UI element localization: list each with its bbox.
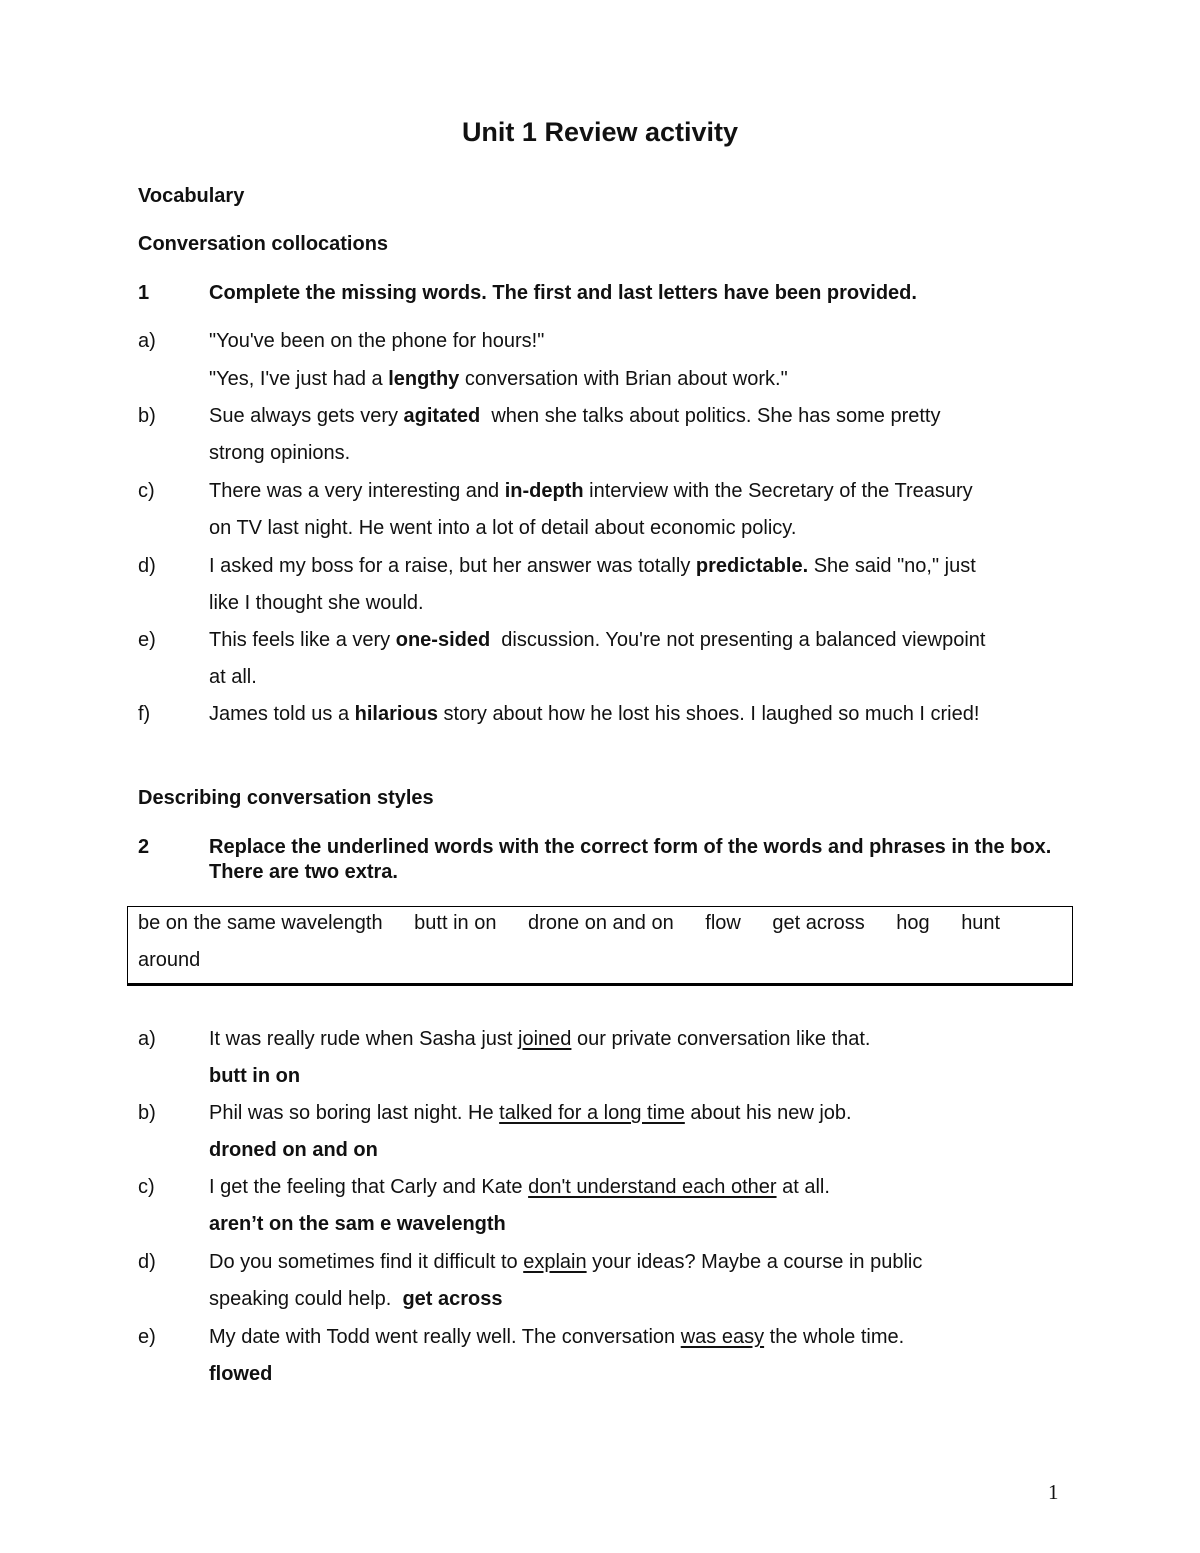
q2-item-d-line2: speaking could help. get across [209, 1288, 503, 1310]
section-heading: Vocabulary [138, 185, 245, 207]
q1-item-a-answer: lengthy [388, 368, 460, 390]
q1-item-e-label: e) [138, 629, 156, 651]
q1-item-b-line2: strong opinions. [209, 442, 351, 464]
q2-item-e-sentence: My date with Todd went really well. The conversation was easy the whole time. [209, 1326, 905, 1348]
q1-item-e-line1: This feels like a very one-sided discussion. You're not presenting a balanced viewpoint [209, 629, 986, 651]
word-box-item: flow [705, 912, 741, 934]
q1-item-e-line2: at all. [209, 666, 257, 688]
q1-item-a-label: a) [138, 330, 156, 352]
q2-item-a-underlined: joined [518, 1028, 572, 1050]
q1-item-d-label: d) [138, 555, 156, 577]
q1-item-a-line2: "Yes, I've just had a lengthy conversation with Brian about work." [209, 368, 788, 390]
q2-item-d-label: d) [138, 1251, 156, 1273]
q1-item-b-answer: agitated [403, 405, 481, 427]
q1-item-b-label: b) [138, 405, 156, 427]
word-box-item: hog [896, 912, 930, 934]
question-1-number: 1 [138, 282, 150, 304]
q2-item-c-sentence: I get the feeling that Carly and Kate don't understand each other at all. [209, 1176, 830, 1198]
q1-item-f-answer: hilarious [354, 703, 438, 725]
word-box-item: drone on and on [528, 912, 674, 934]
q2-item-a-sentence: It was really rude when Sasha just joined our private conversation like that. [209, 1028, 871, 1050]
question-2-instruction: Replace the underlined words with the correct form of the words and phrases in the box. There are two extra. [209, 836, 1052, 883]
word-box-item: hunt [961, 912, 1001, 934]
q1-item-d-line2: like I thought she would. [209, 592, 424, 614]
q1-item-f-label: f) [138, 703, 151, 725]
question-1-instruction: Complete the missing words. The first and last letters have been provided. [209, 282, 917, 304]
q1-item-c-line2: on TV last night. He went into a lot of detail about economic policy. [209, 517, 797, 539]
q2-item-b-answer: droned on and on [209, 1139, 378, 1161]
q2-item-e-answer: flowed [209, 1363, 273, 1385]
word-box-item: butt in on [414, 912, 497, 934]
q2-item-a-label: a) [138, 1028, 156, 1050]
word-box-line2: around [138, 949, 201, 971]
q2-item-d-underlined: explain [523, 1251, 587, 1273]
q1-item-d-line1: I asked my boss for a raise, but her answer was totally predictable. She said "no," just [209, 555, 976, 577]
subsection-heading-collocations: Conversation collocations [138, 233, 389, 255]
page-number: 1 [1048, 1480, 1059, 1504]
q2-item-c-answer: aren’t on the sam e wavelength [209, 1213, 506, 1235]
word-box [127, 906, 1073, 986]
q1-item-e-answer: one-sided [395, 629, 491, 651]
page-title: Unit 1 Review activity [461, 117, 739, 147]
word-box-item: be on the same wavelength [138, 912, 383, 934]
q2-item-b-underlined: talked for a long time [499, 1102, 685, 1124]
word-box-line1 [138, 909, 1026, 937]
q2-item-d-sentence: Do you sometimes find it difficult to explain your ideas? Maybe a course in public [209, 1251, 923, 1273]
q1-item-d-answer: predictable. [695, 555, 809, 577]
subsection-heading-styles: Describing conversation styles [138, 787, 434, 809]
q2-item-c-underlined: don't understand each other [528, 1176, 777, 1198]
q2-item-b-label: b) [138, 1102, 156, 1124]
q2-item-d-answer: get across [402, 1288, 503, 1310]
q1-item-c-label: c) [138, 480, 155, 502]
q2-item-e-label: e) [138, 1326, 156, 1348]
q2-item-e-underlined: was easy [680, 1326, 765, 1348]
q1-item-c-answer: in-depth [504, 480, 584, 502]
q1-item-b-line1: Sue always gets very agitated when she talks about politics. She has some pretty [209, 405, 941, 427]
q1-item-f-line1: James told us a hilarious story about how he lost his shoes. I laughed so much I cried! [209, 703, 980, 725]
q1-item-a-line1: "You've been on the phone for hours!" [209, 330, 545, 352]
q2-item-a-answer: butt in on [209, 1065, 301, 1087]
q2-item-c-label: c) [138, 1176, 155, 1198]
q2-item-b-sentence: Phil was so boring last night. He talked for a long time about his new job. [209, 1102, 852, 1124]
word-box-item: get across [772, 912, 865, 934]
q1-item-c-line1: There was a very interesting and in-depth interview with the Secretary of the Treasury [209, 480, 973, 502]
question-2-number: 2 [138, 836, 150, 858]
